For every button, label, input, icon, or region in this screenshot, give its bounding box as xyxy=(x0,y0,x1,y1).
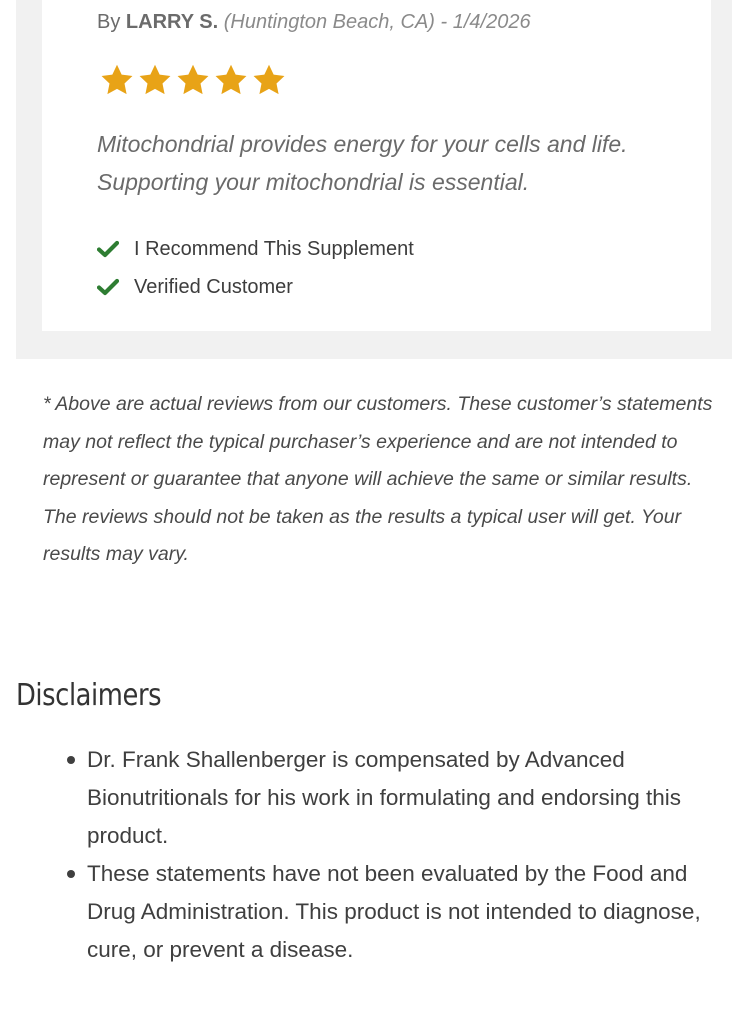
badge-label: Verified Customer xyxy=(134,275,293,298)
review-badges xyxy=(97,230,414,306)
star-icon xyxy=(251,62,287,98)
review-section xyxy=(16,0,732,359)
disclaimers-heading: Disclaimers xyxy=(16,678,162,713)
bullet-icon xyxy=(67,870,75,878)
badge-verified xyxy=(97,268,414,306)
reviewer-location-date: (Huntington Beach, CA) - 1/4/2026 xyxy=(223,11,531,33)
star-icon xyxy=(137,62,173,98)
reviews-footnote: * Above are actual reviews from our customers. These customer’s statements may not reflect the typical purchaser’s experience and are not intended to represent or guarantee that anyone will achieve the same or similar results. The reviews should not be taken as the results a typical user will get. Your results may vary. xyxy=(43,393,713,566)
review-text: Mitochondrial provides energy for your cells and life. Supporting your mitochondrial is essential. xyxy=(97,131,628,195)
check-icon xyxy=(97,240,119,258)
star-rating xyxy=(99,62,287,98)
star-icon xyxy=(213,62,249,98)
badge-recommend xyxy=(97,230,414,268)
disclaimer-item xyxy=(87,741,727,855)
star-icon xyxy=(99,62,135,98)
disclaimer-item xyxy=(87,855,727,969)
disclaimer-text: Dr. Frank Shallenberger is compensated by Advanced Bionutritionals for his work in formulating and endorsing this product. xyxy=(87,747,682,848)
review-byline xyxy=(97,8,531,36)
byline-prefix: By xyxy=(97,11,121,33)
check-icon xyxy=(97,278,119,296)
badge-label: I Recommend This Supplement xyxy=(134,237,414,260)
star-icon xyxy=(175,62,211,98)
disclaimer-text: These statements have not been evaluated by the Food and Drug Administration. This product is not intended to diagnose, cure, or prevent a disease. xyxy=(87,861,701,962)
review-card xyxy=(42,0,711,331)
reviewer-name: LARRY S. xyxy=(125,11,219,33)
disclaimer-list xyxy=(87,741,727,969)
bullet-icon xyxy=(67,756,75,764)
